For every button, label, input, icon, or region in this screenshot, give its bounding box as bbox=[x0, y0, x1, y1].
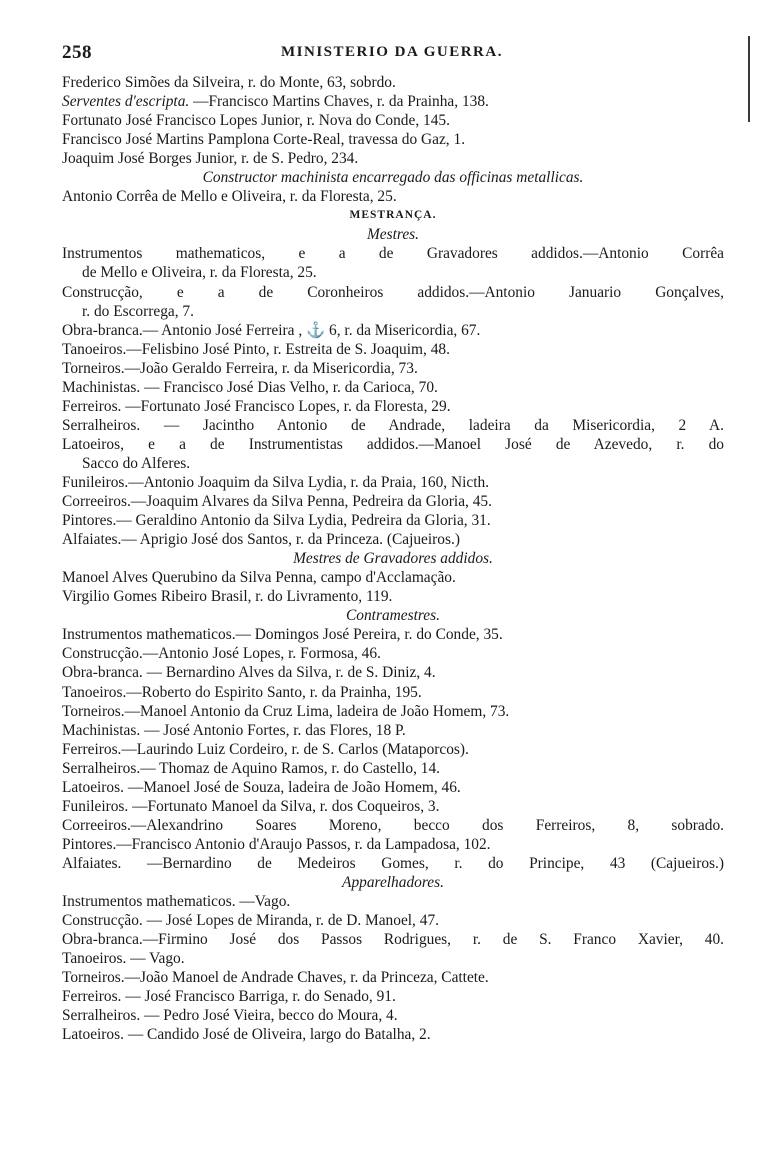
entry-text: Pintores.— Geraldino Antonio da Silva Lydia, Pedreira da Gloria, 31. bbox=[62, 512, 491, 530]
entry-line bbox=[62, 359, 724, 378]
entry-text: Obra-branca.— Antonio José Ferreira , ⚓ 6, r. da Misericordia, 67. bbox=[62, 321, 481, 339]
entry-text: Correeiros.—Joaquim Alvares da Silva Penna, Pedreira da Gloria, 45. bbox=[62, 493, 492, 511]
entry-line bbox=[62, 111, 724, 130]
entry-text: Alfaiates.— Aprigio José dos Santos, r. da Princeza. (Cajueiros.) bbox=[62, 531, 460, 549]
subsection-heading: Apparelhadores. bbox=[342, 873, 444, 891]
subsection-heading: Mestres de Gravadores addidos. bbox=[293, 550, 493, 568]
entry-text: Manoel Alves Querubino da Silva Penna, campo d'Acclamação. bbox=[62, 569, 456, 587]
entry-text: Latoeiros. —Manoel José de Souza, ladeira de João Homem, 46. bbox=[62, 778, 461, 796]
entry-text: Pintores.—Francisco Antonio d'Araujo Passos, r. da Lampadosa, 102. bbox=[62, 835, 491, 853]
entry-line bbox=[62, 835, 724, 854]
entry-line bbox=[62, 568, 724, 587]
entry-continuation bbox=[62, 263, 724, 282]
entry-line bbox=[62, 73, 724, 92]
entry-line bbox=[62, 92, 724, 111]
entry-line bbox=[62, 721, 724, 740]
entry-text: Virgilio Gomes Ribeiro Brasil, r. do Livramento, 119. bbox=[62, 588, 393, 606]
entry-text: Construcção.—Antonio José Lopes, r. Formosa, 46. bbox=[62, 645, 381, 663]
entry-line bbox=[62, 397, 724, 416]
entry-line bbox=[62, 740, 724, 759]
entry-line bbox=[62, 987, 724, 1006]
entry-line bbox=[62, 340, 724, 359]
entry-line bbox=[62, 797, 724, 816]
entry-text: Construcção, e a de Coronheiros addidos.—Antonio Januario Gonçalves, bbox=[62, 283, 724, 301]
entry-text: r. do Escorrega, 7. bbox=[82, 302, 194, 320]
page-header bbox=[62, 42, 722, 70]
entry-continuation bbox=[62, 454, 724, 473]
entry-text: Instrumentos mathematicos. —Vago. bbox=[62, 893, 291, 911]
entry-line bbox=[62, 187, 724, 206]
section-title: MESTRANÇA. bbox=[349, 209, 437, 222]
entry-text: Alfaiates. —Bernardino de Medeiros Gomes, r. do Principe, 43 (Cajueiros.) bbox=[62, 854, 724, 872]
entry-text: Latoeiros, e a de Instrumentistas addidos.—Manoel José de Azevedo, r. do bbox=[62, 435, 724, 453]
entry-line bbox=[62, 416, 724, 435]
entry-line bbox=[62, 930, 724, 949]
entry-line bbox=[62, 530, 724, 549]
directory-listing bbox=[62, 73, 724, 1044]
entry-text: Sacco do Alferes. bbox=[82, 454, 191, 472]
page-edge-rule bbox=[748, 36, 750, 122]
entry-text: Torneiros.—Manoel Antonio da Cruz Lima, ladeira de João Homem, 73. bbox=[62, 702, 510, 720]
running-title: MINISTERIO DA GUERRA. bbox=[281, 44, 503, 60]
entry-text: Instrumentos mathematicos.— Domingos José Pereira, r. do Conde, 35. bbox=[62, 626, 503, 644]
entry-line bbox=[62, 854, 724, 873]
entry-line bbox=[62, 663, 724, 682]
subsection-heading: Mestres. bbox=[366, 226, 419, 244]
entry-text: Obra-branca.—Firmino José dos Passos Rodrigues, r. de S. Franco Xavier, 40. bbox=[62, 931, 724, 949]
entry-line bbox=[62, 968, 724, 987]
entry-line bbox=[62, 759, 724, 778]
entry-text: Machinistas. — José Antonio Fortes, r. das Flores, 18 P. bbox=[62, 721, 406, 739]
entry-line bbox=[62, 683, 724, 702]
entry-text: —Francisco Martins Chaves, r. da Prainha, 138. bbox=[189, 93, 489, 111]
entry-line bbox=[62, 321, 724, 340]
subsection-heading: Constructor machinista encarregado das officinas metallicas. bbox=[202, 169, 584, 187]
entry-text: Instrumentos mathematicos, e a de Gravadores addidos.—Antonio Corrêa bbox=[62, 245, 724, 263]
entry-text: Ferreiros.—Laurindo Luiz Cordeiro, r. de S. Carlos (Mataporcos). bbox=[62, 740, 469, 758]
entry-line bbox=[62, 778, 724, 797]
entry-line bbox=[62, 1025, 724, 1044]
entry-continuation bbox=[62, 302, 724, 321]
entry-line bbox=[62, 283, 724, 302]
entry-text: Tanoeiros. — Vago. bbox=[62, 950, 185, 968]
entry-line bbox=[62, 892, 724, 911]
entry-text: Tanoeiros.—Roberto do Espirito Santo, r. da Prainha, 195. bbox=[62, 683, 422, 701]
entry-text: Ferreiros. — José Francisco Barriga, r. do Senado, 91. bbox=[62, 988, 396, 1006]
entry-line bbox=[62, 473, 724, 492]
entry-line bbox=[62, 511, 724, 530]
entry-text: Frederico Simões da Silveira, r. do Monte, 63, sobrdo. bbox=[62, 74, 396, 91]
entry-text: Construcção. — José Lopes de Miranda, r. de D. Manoel, 47. bbox=[62, 912, 439, 930]
entry-text: Serralheiros. — Jacintho Antonio de Andrade, ladeira da Misericordia, 2 A. bbox=[62, 416, 724, 434]
entry-line bbox=[62, 949, 724, 968]
subsection-heading: Contramestres. bbox=[346, 607, 440, 625]
entry-text: Tanoeiros.—Felisbino José Pinto, r. Estreita de S. Joaquim, 48. bbox=[62, 340, 450, 358]
entry-text: Funileiros. —Fortunato Manoel da Silva, r. dos Coqueiros, 3. bbox=[62, 797, 440, 815]
entry-text: Francisco José Martins Pamplona Corte-Real, travessa do Gaz, 1. bbox=[62, 131, 466, 149]
entry-text: Fortunato José Francisco Lopes Junior, r. Nova do Conde, 145. bbox=[62, 112, 450, 130]
entry-text: Antonio Corrêa de Mello e Oliveira, r. da Floresta, 25. bbox=[62, 188, 397, 206]
entry-text: Latoeiros. — Candido José de Oliveira, largo do Batalha, 2. bbox=[62, 1026, 431, 1044]
entry-text: Obra-branca. — Bernardino Alves da Silva, r. de S. Diniz, 4. bbox=[62, 664, 436, 682]
entry-line bbox=[62, 130, 724, 149]
page-number: 258 bbox=[62, 42, 92, 63]
entry-text: Machinistas. — Francisco José Dias Velho, r. da Carioca, 70. bbox=[62, 378, 438, 396]
entry-lead: Serventes d'escripta. bbox=[62, 93, 190, 111]
entry-line bbox=[62, 1006, 724, 1025]
entry-text: Funileiros.—Antonio Joaquim da Silva Lydia, r. da Praia, 160, Nicth. bbox=[62, 473, 490, 491]
entry-text: Joaquim José Borges Junior, r. de S. Pedro, 234. bbox=[62, 150, 359, 168]
entry-text: Correeiros.—Alexandrino Soares Moreno, becco dos Ferreiros, 8, sobrado. bbox=[62, 816, 724, 834]
entry-text: Torneiros.—João Manoel de Andrade Chaves, r. da Princeza, Cattete. bbox=[62, 969, 489, 987]
entry-line bbox=[62, 492, 724, 511]
entry-text: de Mello e Oliveira, r. da Floresta, 25. bbox=[82, 264, 317, 282]
entry-line bbox=[62, 625, 724, 644]
entry-line bbox=[62, 702, 724, 721]
entry-line bbox=[62, 435, 724, 454]
entry-line bbox=[62, 911, 724, 930]
entry-text: Ferreiros. —Fortunato José Francisco Lopes, r. da Floresta, 29. bbox=[62, 397, 451, 415]
entry-text: Serralheiros.— Thomaz de Aquino Ramos, r. do Castello, 14. bbox=[62, 759, 441, 777]
entry-line bbox=[62, 149, 724, 168]
entry-line bbox=[62, 587, 724, 606]
entry-line bbox=[62, 816, 724, 835]
entry-text: Torneiros.—João Geraldo Ferreira, r. da Misericordia, 73. bbox=[62, 359, 418, 377]
entry-text: Serralheiros. — Pedro José Vieira, becco do Moura, 4. bbox=[62, 1007, 398, 1025]
entry-line bbox=[62, 244, 724, 263]
entry-line bbox=[62, 644, 724, 663]
entry-line bbox=[62, 378, 724, 397]
